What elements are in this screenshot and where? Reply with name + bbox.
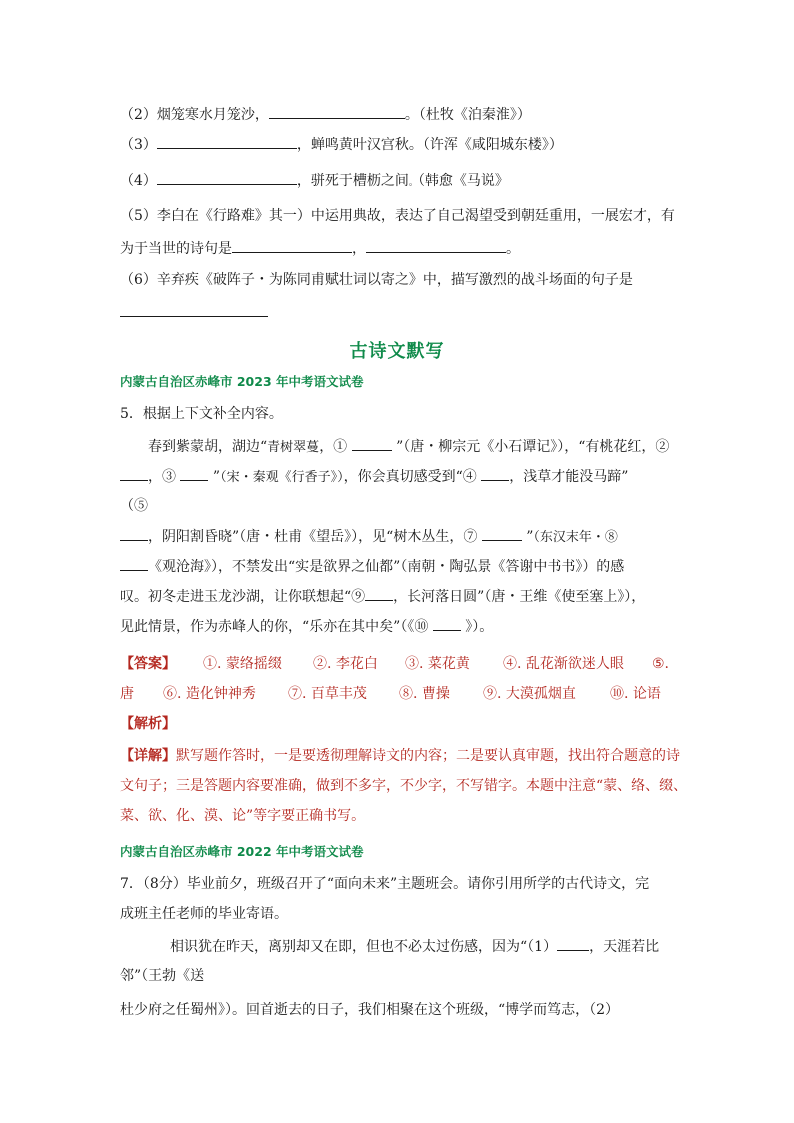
prev-line-6b xyxy=(120,302,268,323)
answer-blank xyxy=(120,556,148,571)
answer-blank xyxy=(232,238,352,253)
answer-blank xyxy=(365,586,393,601)
prev-line-2 xyxy=(120,104,531,125)
answer-item: ⑩. 论语 xyxy=(610,686,661,702)
q5-p2-d: ，你会真切感受到“④ xyxy=(343,469,477,485)
answer-item: ①. 蒙络摇缀 xyxy=(203,656,282,672)
q5-p1-b: 青树翠蔓 xyxy=(267,440,320,455)
q7-passage-line-1 xyxy=(170,936,659,957)
q5-p2-b: ” xyxy=(212,469,221,485)
answer-blank xyxy=(557,936,589,951)
prev-line-5b-text-b: ， xyxy=(352,241,366,257)
answer-item: ③. 菜花黄 xyxy=(405,656,470,672)
answer-item: ⑤. xyxy=(652,656,670,672)
prev-line-4 xyxy=(120,170,509,193)
answer-blank xyxy=(481,466,509,481)
answer-blank xyxy=(120,466,148,481)
q5-p1-c: ，① xyxy=(319,439,348,455)
section-title: 古诗文默写 xyxy=(349,341,445,362)
q5-passage-line-6 xyxy=(120,586,645,607)
q7-passage-line-3: 杜少府之任蜀州》）。回首逝去的日子，我们相聚在这个班级，“博学而笃志，（2） xyxy=(120,1002,620,1018)
q5-p4-a: ，阴阳割昏晓”（唐・杜甫《望岳》），见“树木丛生，⑦ xyxy=(148,529,478,545)
prev-line-4-text-b: ，骈死于槽枥之间 xyxy=(296,173,409,189)
prev-line-4-text-a: （4） xyxy=(120,173,157,189)
prev-line-6a: （6）辛弃疾《破阵子・为陈同甫赋壮词以寄之》中，描写激烈的战斗场面的句子是 xyxy=(120,272,633,288)
prev-line-3-text-b: ，蝉鸣黄叶汉宫秋。（许浑《咸阳城东楼》） xyxy=(296,137,563,153)
q5-p2-c: （宋・秦观《行香子》） xyxy=(220,470,344,485)
q5-p5-a: 《观沧海》），不禁发出“实是欲界之仙都”（南朝・陶弘景《答谢中书书》）的感 xyxy=(148,559,625,575)
answer-item: ⑨. 大漠孤烟直 xyxy=(483,686,576,702)
q7-stem-1: 7．（8分）毕业前夕，班级召开了“面向未来”主题班会。请你引用所学的古代诗文，完 xyxy=(120,876,650,892)
prev-line-5a: （5）李白在《行路难》其一）中运用典故，表达了自己渴望受到朝廷重用，一展宏才，有 xyxy=(120,208,675,224)
prev-line-2-text-a: （2）烟笼寒水月笼沙， xyxy=(120,107,269,123)
q5-stem: 5．根据上下文补全内容。 xyxy=(120,406,283,422)
q5-p4-b: ” xyxy=(526,529,534,545)
answer-item: ⑥. 造化钟神秀 xyxy=(163,686,256,702)
answer-blank xyxy=(366,238,506,253)
q5-source: 内蒙古自治区赤峰市 2023 年中考语文试卷 xyxy=(120,374,364,389)
q5-passage-line-2 xyxy=(120,466,628,488)
q5-p2-e: ，浅草才能没马蹄” xyxy=(509,469,629,485)
prev-line-5b xyxy=(120,238,520,259)
answer-item: ⑦. 百草丰茂 xyxy=(288,686,367,702)
prev-line-3 xyxy=(120,134,563,155)
answer-blank xyxy=(157,134,297,149)
q5-p6-b: ，长河落日圆”（唐・王维《使至塞上》）， xyxy=(393,589,646,605)
answer-label: 【答案】 xyxy=(120,656,176,672)
q5-p1-a: 春到紫蒙胡，湖边“ xyxy=(148,439,268,455)
answer-item: 唐 xyxy=(120,686,134,702)
detail-text-1: 默写题作答时，一是要透彻理解诗文的内容；二是要认真审题，找出符合题意的诗 xyxy=(176,748,680,764)
q5-passage-line-1 xyxy=(148,436,669,458)
answer-blank xyxy=(120,526,148,541)
answer-blank xyxy=(352,436,392,451)
q7-p1-b: ，天涯若比 xyxy=(589,939,660,955)
prev-line-5b-text-c: 。 xyxy=(506,241,520,257)
answer-blank xyxy=(433,616,461,631)
q5-p6-a: 叹。初冬走进玉龙沙湖，让你联想起“⑨ xyxy=(120,589,366,605)
q7-source: 内蒙古自治区赤峰市 2022 年中考语文试卷 xyxy=(120,844,364,859)
prev-line-4-text-d: （韩愈《马说》 xyxy=(417,173,509,189)
answer-item: ⑧. 曹操 xyxy=(399,686,450,702)
answer-blank xyxy=(120,302,268,317)
analysis-label: 【解析】 xyxy=(120,716,176,732)
q5-p4-c: （东汉末年・⑧ xyxy=(533,530,618,545)
prev-line-3-text-a: （3） xyxy=(120,137,157,153)
q7-stem-2: 成班主任老师的毕业寄语。 xyxy=(120,906,288,922)
q5-passage-line-3 xyxy=(120,496,148,516)
answer-item: ④. 乱花渐欲迷人眼 xyxy=(503,656,624,672)
q5-passage-line-5 xyxy=(120,556,624,577)
detail-label: 【详解】 xyxy=(120,748,176,764)
q7-p1-a: 相识犹在昨天，离别却又在即，但也不必太过伤感，因为“（1） xyxy=(170,939,558,955)
q5-p7-a: 见此情景，作为赤峰人的你，“乐亦在其中矣”（《⑩ xyxy=(120,619,429,635)
answer-blank xyxy=(269,104,405,119)
answer-blank xyxy=(157,170,297,185)
answer-blank xyxy=(180,466,208,481)
prev-line-4-text-c: 。 xyxy=(408,178,418,188)
q5-p3-a: （⑤ xyxy=(120,498,148,514)
answer-blank xyxy=(482,526,522,541)
q5-p2-a: ，③ xyxy=(148,469,176,485)
q7-passage-line-2: 邻”（王勃《送 xyxy=(120,968,205,984)
prev-line-2-text-b: 。（杜牧《泊秦淮》） xyxy=(404,107,531,123)
q5-p7-b: 》）。 xyxy=(465,619,494,635)
prev-line-5b-text-a: 为于当世的诗句是 xyxy=(120,241,232,257)
detail-line-3: 菜、欲、化、漠、论”等字要正确书写。 xyxy=(120,808,366,824)
detail-line-2: 文句子；三是答题内容要准确，做到不多字，不少字，不写错字。本题中注意“蒙、络、缀、 xyxy=(120,778,688,794)
q5-p1-d: ”（唐・柳宗元《小石谭记》），“有桃花红，② xyxy=(396,439,670,455)
detail-line-1 xyxy=(120,746,680,766)
q5-passage-line-7 xyxy=(120,616,493,637)
answer-item: ②. 李花白 xyxy=(313,656,378,672)
q5-passage-line-4 xyxy=(120,526,618,548)
